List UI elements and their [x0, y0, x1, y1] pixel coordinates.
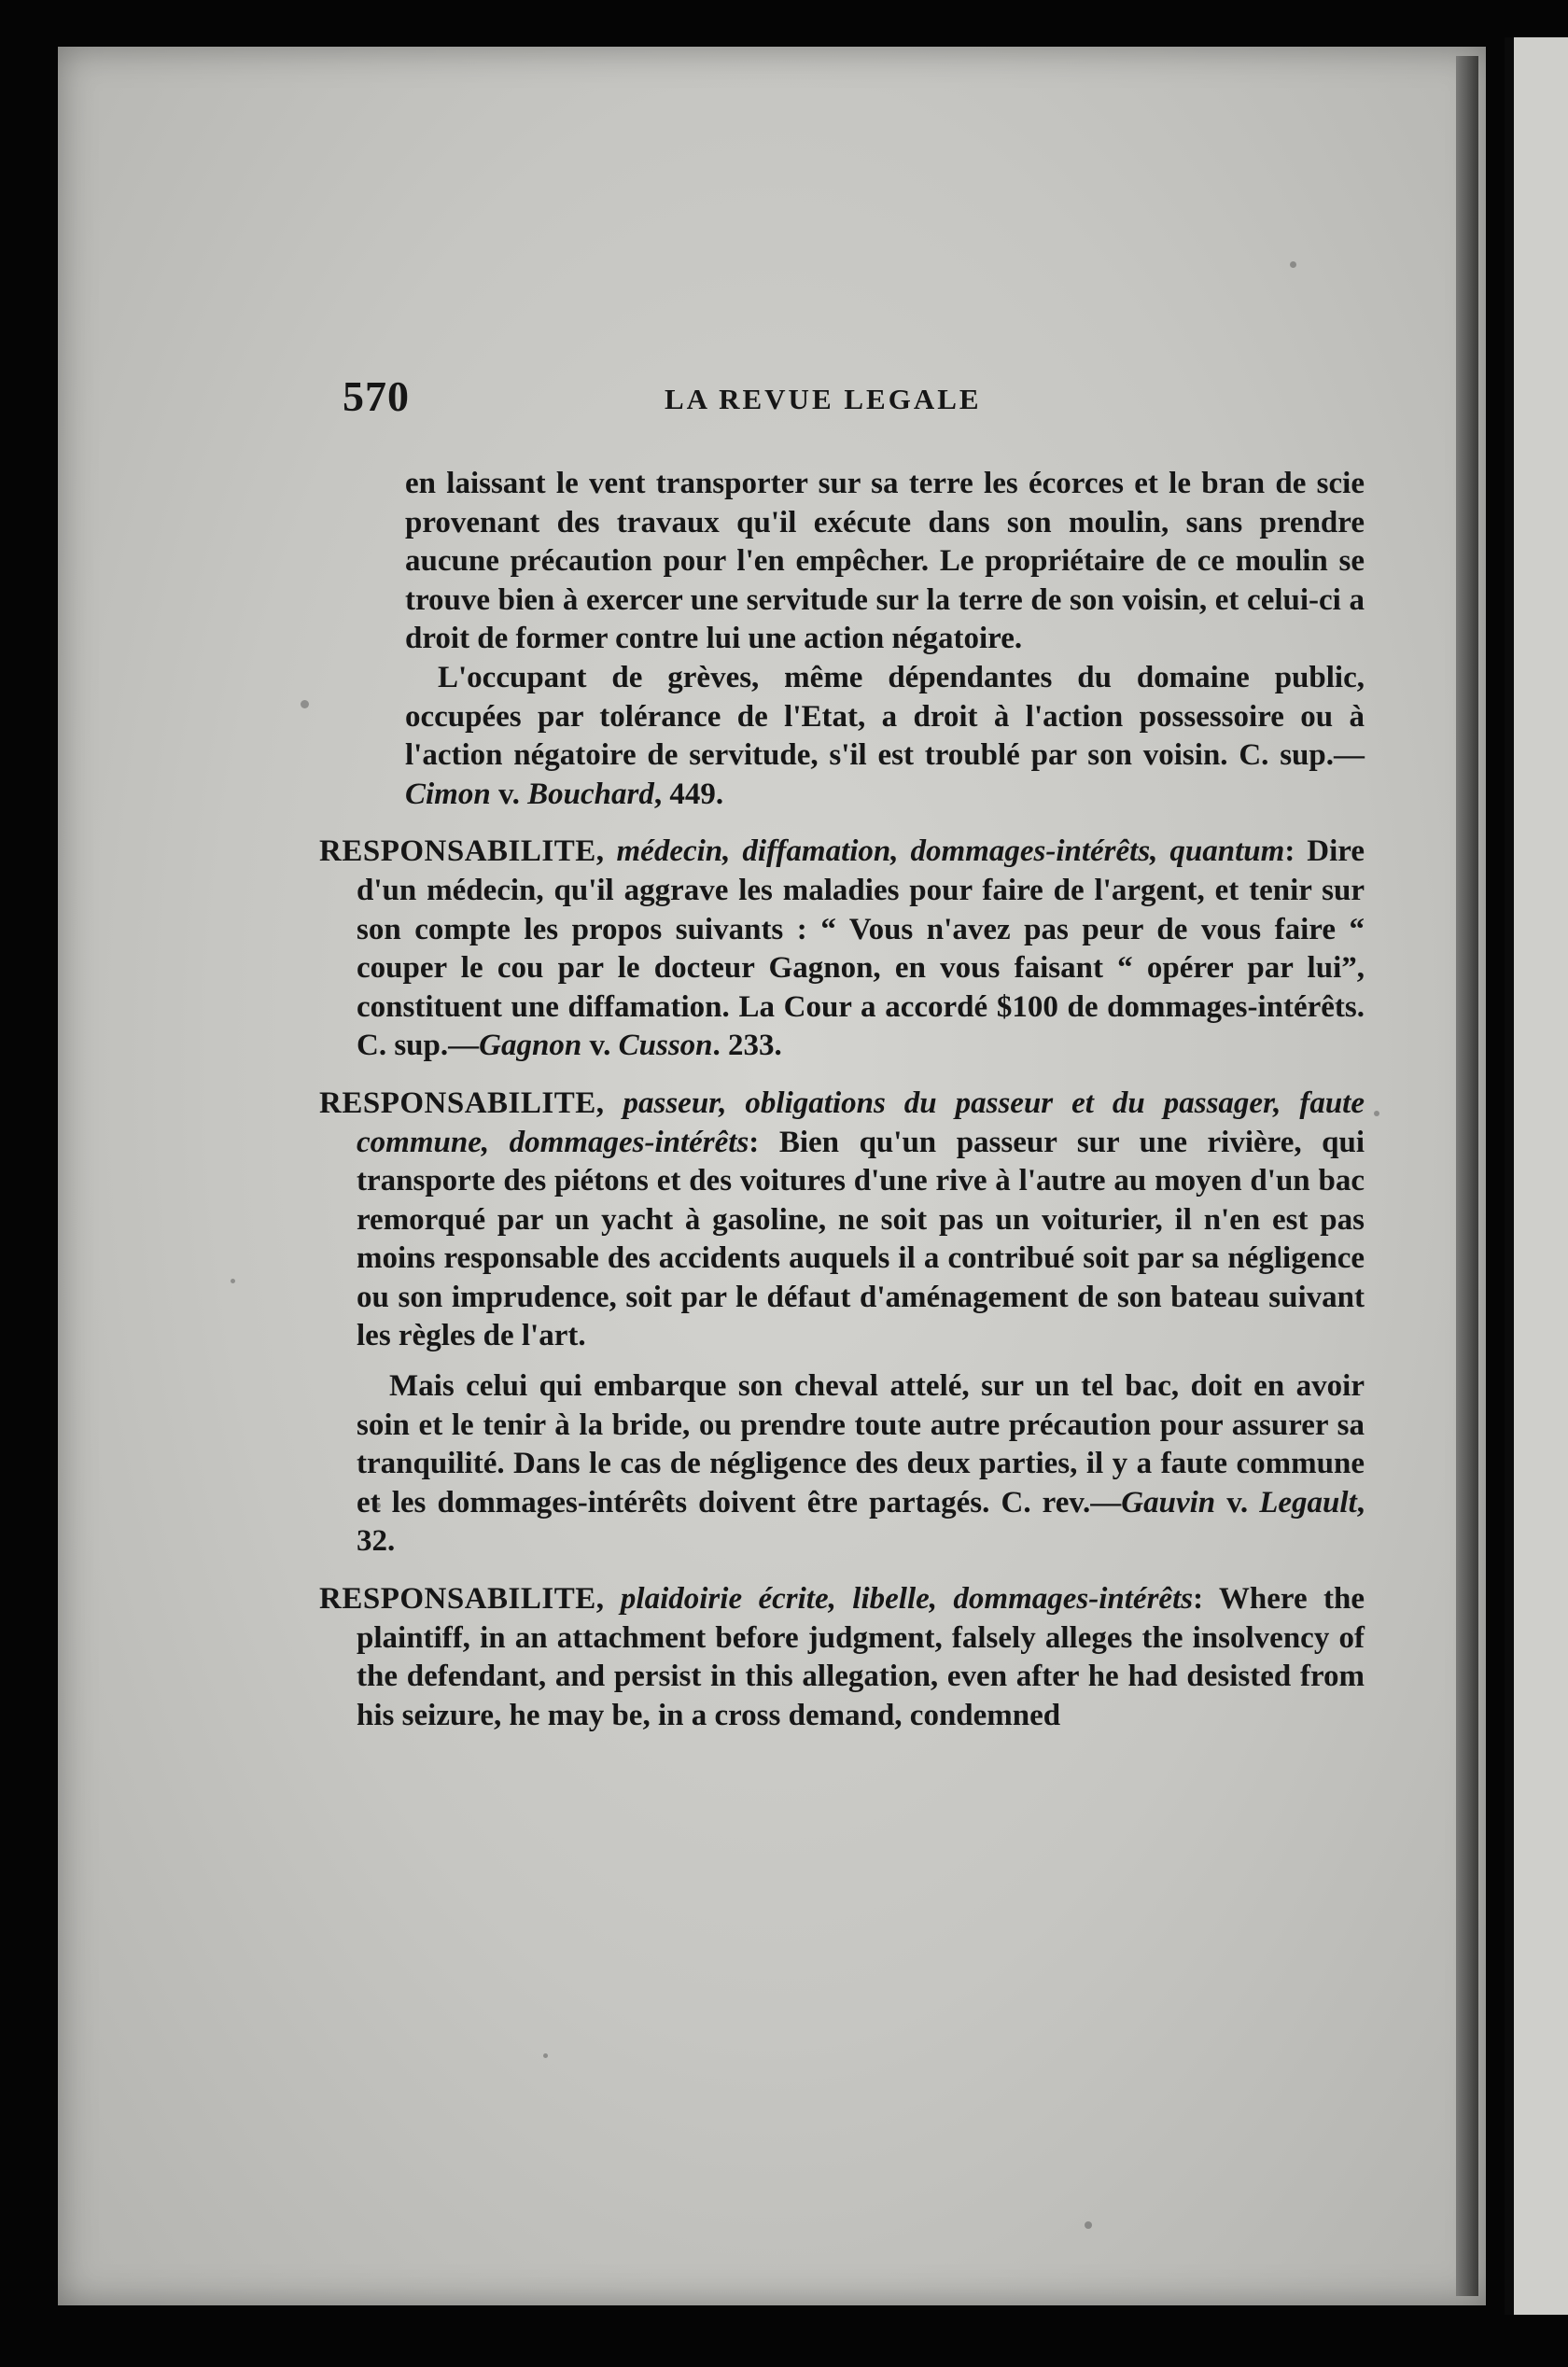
paragraph	[319, 659, 1365, 814]
body-text	[319, 465, 1365, 1735]
entry-heading: RESPONSABILITE,	[319, 1085, 605, 1120]
adjacent-page-edge	[1505, 37, 1568, 2315]
digest-entry	[319, 1085, 1365, 1356]
entry-subparagraph	[319, 1367, 1365, 1562]
entry-colon: :	[1193, 1582, 1219, 1617]
case-versus: v.	[490, 777, 528, 811]
case-plaintiff: Cimon	[405, 777, 491, 811]
page-number: 570	[343, 372, 410, 420]
case-defendant: Bouchard	[527, 777, 654, 811]
subparagraph-text: Mais celui qui embarque son cheval attelé, sur un tel bac, doit en avoir soin et le tenir à la bride, ou prendre toute autre précaution pour assurer sa tranquilité. Dans le cas de négligence des deux parties, il y a faute commune et les dommages-intérêts doivent être partagés. C. rev.—	[357, 1369, 1365, 1520]
entry-text: Dire d'un médecin, qu'il aggrave les maladies pour faire de l'argent, et tenir sur son compte les propos suivants : “ Vous n'avez pas peur de vous faire “ couper le cou par le docteur Gagnon, en vous faisant “ opérer par lui”, constituent une diffamation. La Cour a accordé $100 de dommages-intérêts. C. sup.—	[357, 834, 1365, 1063]
running-title: LA REVUE LEGALE	[665, 383, 982, 415]
digest-entry	[319, 1580, 1365, 1735]
entry-text: Where the plaintiff, in an attachment before judgment, falsely alleges the insolvency of the defendant, and persist in this allegation, even after he had desisted from his seizure, he may be, in a cross demand, condemned	[357, 1582, 1365, 1732]
entry-heading: RESPONSABILITE,	[319, 834, 605, 869]
case-plaintiff: Gagnon	[479, 1029, 582, 1063]
case-versus: v.	[1215, 1485, 1260, 1520]
paragraph-continued: en laissant le vent transporter sur sa terre les écorces et le bran de scie provenant des travaux qu'il exécute dans son moulin, sans prendre aucune précaution pour l'en empêcher. Le propriétaire de ce moulin se trouve bien à exercer une servitude sur la terre de son voisin, et celui-ci a droit de former contre lui une action négatoire.	[405, 467, 1365, 656]
case-versus: v.	[581, 1029, 619, 1063]
book-page	[58, 47, 1486, 2305]
entry-keywords: plaidoirie écrite, libelle, dommages-intérêts	[604, 1582, 1194, 1617]
entry-text: Bien qu'un passeur sur une rivière, qui transporte des piétons et des voitures d'une rive à l'autre au moyen d'un bac remorqué par un yacht à gasoline, ne soit pas un voiturier, il n'en est pas moins responsable des accidents auquels il a contribué soit par sa négligence ou son imprudence, soit par le défaut d'aménagement de son bateau suivant les règles de l'art.	[357, 1125, 1365, 1353]
case-page: , 449.	[653, 777, 724, 811]
entry-colon: :	[1284, 834, 1308, 869]
case-page: , 32.	[357, 1485, 1365, 1559]
page-gutter-shadow	[1456, 56, 1478, 2296]
paragraph-text: L'occupant de grèves, même dépendantes du domaine public, occupées par tolérance de l'Etat, a droit à l'action possessoire ou à l'action négatoire de servitude, s'il est troublé par son voisin. C. sup.—	[405, 660, 1365, 773]
digest-entry	[319, 833, 1365, 1066]
case-page: . 233.	[712, 1029, 782, 1063]
page-content	[58, 47, 1486, 2305]
entry-keywords: passeur, obligations du passeur et du passager, faute commune, dommages-intérêts	[357, 1085, 1365, 1159]
case-plaintiff: Gauvin	[1121, 1485, 1216, 1520]
entry-keywords: médecin, diffamation, dommages-intérêts, quantum	[604, 834, 1285, 869]
running-head	[58, 364, 1486, 420]
entry-colon: :	[749, 1125, 779, 1159]
case-defendant: Cusson	[618, 1029, 713, 1063]
entry-heading: RESPONSABILITE,	[319, 1582, 605, 1617]
case-defendant: Legault	[1259, 1485, 1357, 1520]
